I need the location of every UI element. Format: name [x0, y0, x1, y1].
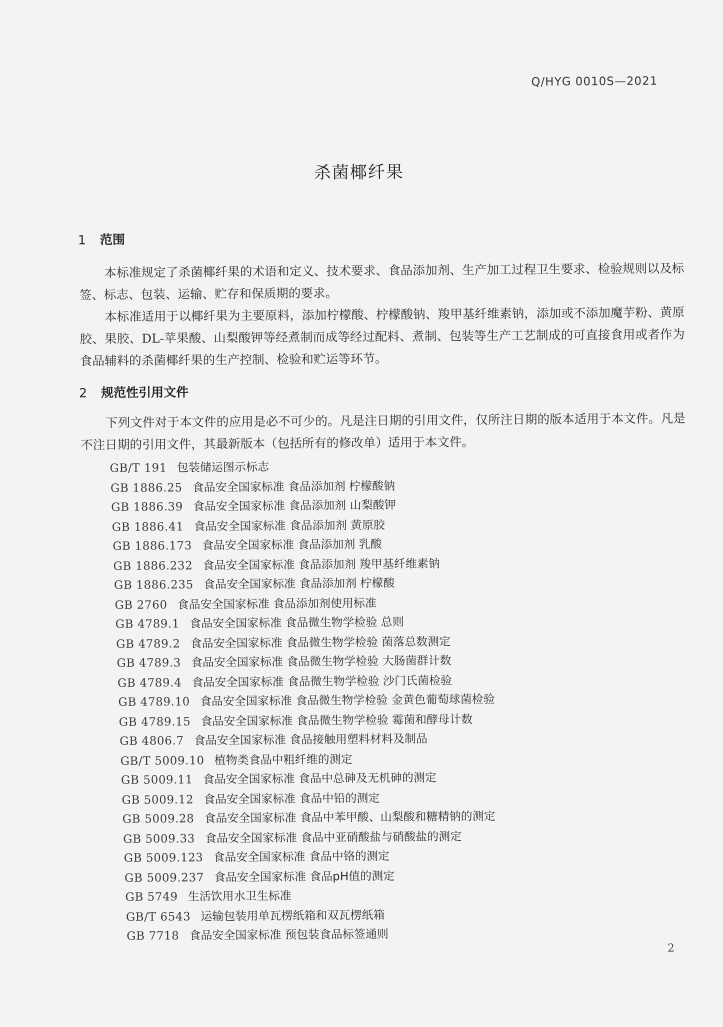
reference-title: 运输包装用单瓦楞纸箱和双瓦楞纸箱	[200, 907, 385, 923]
reference-code: GB 4789.15	[118, 713, 191, 729]
section-heading-scope	[78, 230, 125, 248]
reference-title: 食品安全国家标准 食品添加剂 乳酸	[201, 536, 382, 553]
reference-code: GB 1886.39	[111, 499, 184, 514]
reference-title: 食品安全国家标准 食品中铬的测定	[213, 848, 390, 865]
reference-title: 食品安全国家标准 食品中亚硝酸盐与硝酸盐的测定	[204, 828, 462, 845]
reference-title: 食品安全国家标准 食品添加剂 柠檬酸	[203, 575, 395, 592]
section-title: 范围	[99, 231, 126, 248]
reference-title: 食品安全国家标准 食品中苯甲酸、山梨酸和糖精钠的测定	[204, 808, 496, 826]
reference-code: GB 4789.1	[115, 616, 180, 631]
reference-code: GB 1886.235	[113, 577, 194, 592]
document-title: 杀菌椰纤果	[313, 162, 405, 184]
reference-title: 食品安全国家标准 食品接触用塑料材料及制品	[193, 731, 428, 748]
reference-title: 食品安全国家标准 食品pH值的测定	[213, 868, 395, 884]
section-title: 规范性引用文件	[101, 384, 189, 401]
reference-title: 食品安全国家标准 食品添加剂 羧甲基纤维素钠	[202, 555, 441, 572]
reference-code: GB 2760	[114, 597, 168, 612]
reference-title: 食品安全国家标准 食品微生物学检验 沙门氏菌检验	[191, 672, 453, 689]
references-intro-paragraph: 下列文件对于本文件的应用是必不可少的。凡是注日期的引用文件，仅所注日期的版本适用于本文件。凡是不注日期的引用文件，其最新版本（包括所有的修改单）适用于本文件。	[80, 411, 686, 453]
reference-title: 食品安全国家标准 食品中铅的测定	[203, 790, 380, 806]
reference-title: 食品安全国家标准 预包装食品标签通则	[189, 926, 389, 943]
reference-code: GB 5749	[125, 889, 178, 904]
page-number: 2	[667, 941, 675, 955]
reference-code: GB 4789.3	[116, 655, 182, 670]
reference-item	[113, 923, 673, 947]
scope-paragraph-1: 本标准规定了杀菌椰纤果的术语和定义、技术要求、食品添加剂、生产加工过程卫生要求、检验规则以及标签、标志、包装、运输、贮存和保质期的要求。	[79, 261, 685, 303]
reference-code: GB 1886.173	[112, 538, 193, 553]
reference-code: GB/T 5009.10	[120, 752, 205, 768]
reference-code: GB 4806.7	[119, 733, 184, 748]
reference-title: 食品安全国家标准 食品添加剂 山梨酸钾	[192, 497, 396, 514]
reference-title: 食品安全国家标准 食品微生物学检验 霉菌和酵母计数	[200, 711, 473, 728]
reference-code: GB 5009.33	[123, 830, 195, 846]
document-code: Q/HYG 0010S—2021	[531, 73, 658, 89]
reference-code: GB 1886.232	[113, 557, 193, 573]
reference-title: 食品安全国家标准 食品微生物学检验 大肠菌群计数	[190, 653, 452, 670]
section-heading-references	[79, 382, 189, 401]
reference-title: 生活饮用水卫生标准	[187, 888, 292, 904]
reference-title: 食品安全国家标准 食品添加剂 黄原胶	[193, 517, 386, 533]
reference-code: GB/T 6543	[125, 908, 191, 924]
reference-title: 食品安全国家标准 食品微生物学检验 菌落总数测定	[190, 633, 451, 650]
reference-title: 食品安全国家标准 食品添加剂 柠檬酸钠	[192, 478, 396, 494]
reference-title: 植物类食品中粗纤维的测定	[214, 751, 353, 767]
reference-code: GB 1886.41	[111, 518, 184, 534]
reference-title: 食品安全国家标准 食品添加剂使用标准	[177, 595, 377, 611]
reference-code: GB 5009.11	[120, 772, 193, 787]
section-number: 1	[77, 232, 86, 248]
reference-code: GB 1886.25	[110, 479, 183, 495]
reference-code: GB 7718	[126, 928, 180, 943]
reference-title: 食品安全国家标准 食品微生物学检验 总则	[189, 614, 404, 631]
reference-code: GB 4789.10	[118, 694, 191, 709]
scope-paragraph-2: 本标准适用于以椰纤果为主要原料，添加柠檬酸、柠檬酸钠、羧甲基纤维素钠，添加或不添加魔芋粉、黄原胶、果胶、DL-苹果酸、山梨酸钾等经煮制而成等经过配料、煮制、包装等生产工艺制成的可直接食用或者作为食品辅料的杀菌椰纤果的生产控制、检验和贮运等环节。	[79, 305, 685, 369]
reference-title: 包装储运图示标志	[176, 459, 269, 475]
reference-code: GB 5009.123	[123, 850, 204, 865]
reference-list	[110, 455, 674, 947]
reference-code: GB 5009.28	[122, 811, 195, 826]
reference-code: GB 5009.12	[121, 791, 194, 807]
reference-code: GB 4789.4	[117, 674, 182, 690]
reference-code: GB/T 191	[109, 460, 167, 475]
reference-code: GB 5009.237	[124, 869, 205, 885]
reference-code: GB 4789.2	[116, 635, 181, 651]
reference-title: 食品安全国家标准 食品微生物学检验 金黄色葡萄球菌检验	[199, 691, 495, 709]
section-number: 2	[79, 385, 88, 401]
reference-title: 食品安全国家标准 食品中总砷及无机砷的测定	[202, 770, 437, 787]
